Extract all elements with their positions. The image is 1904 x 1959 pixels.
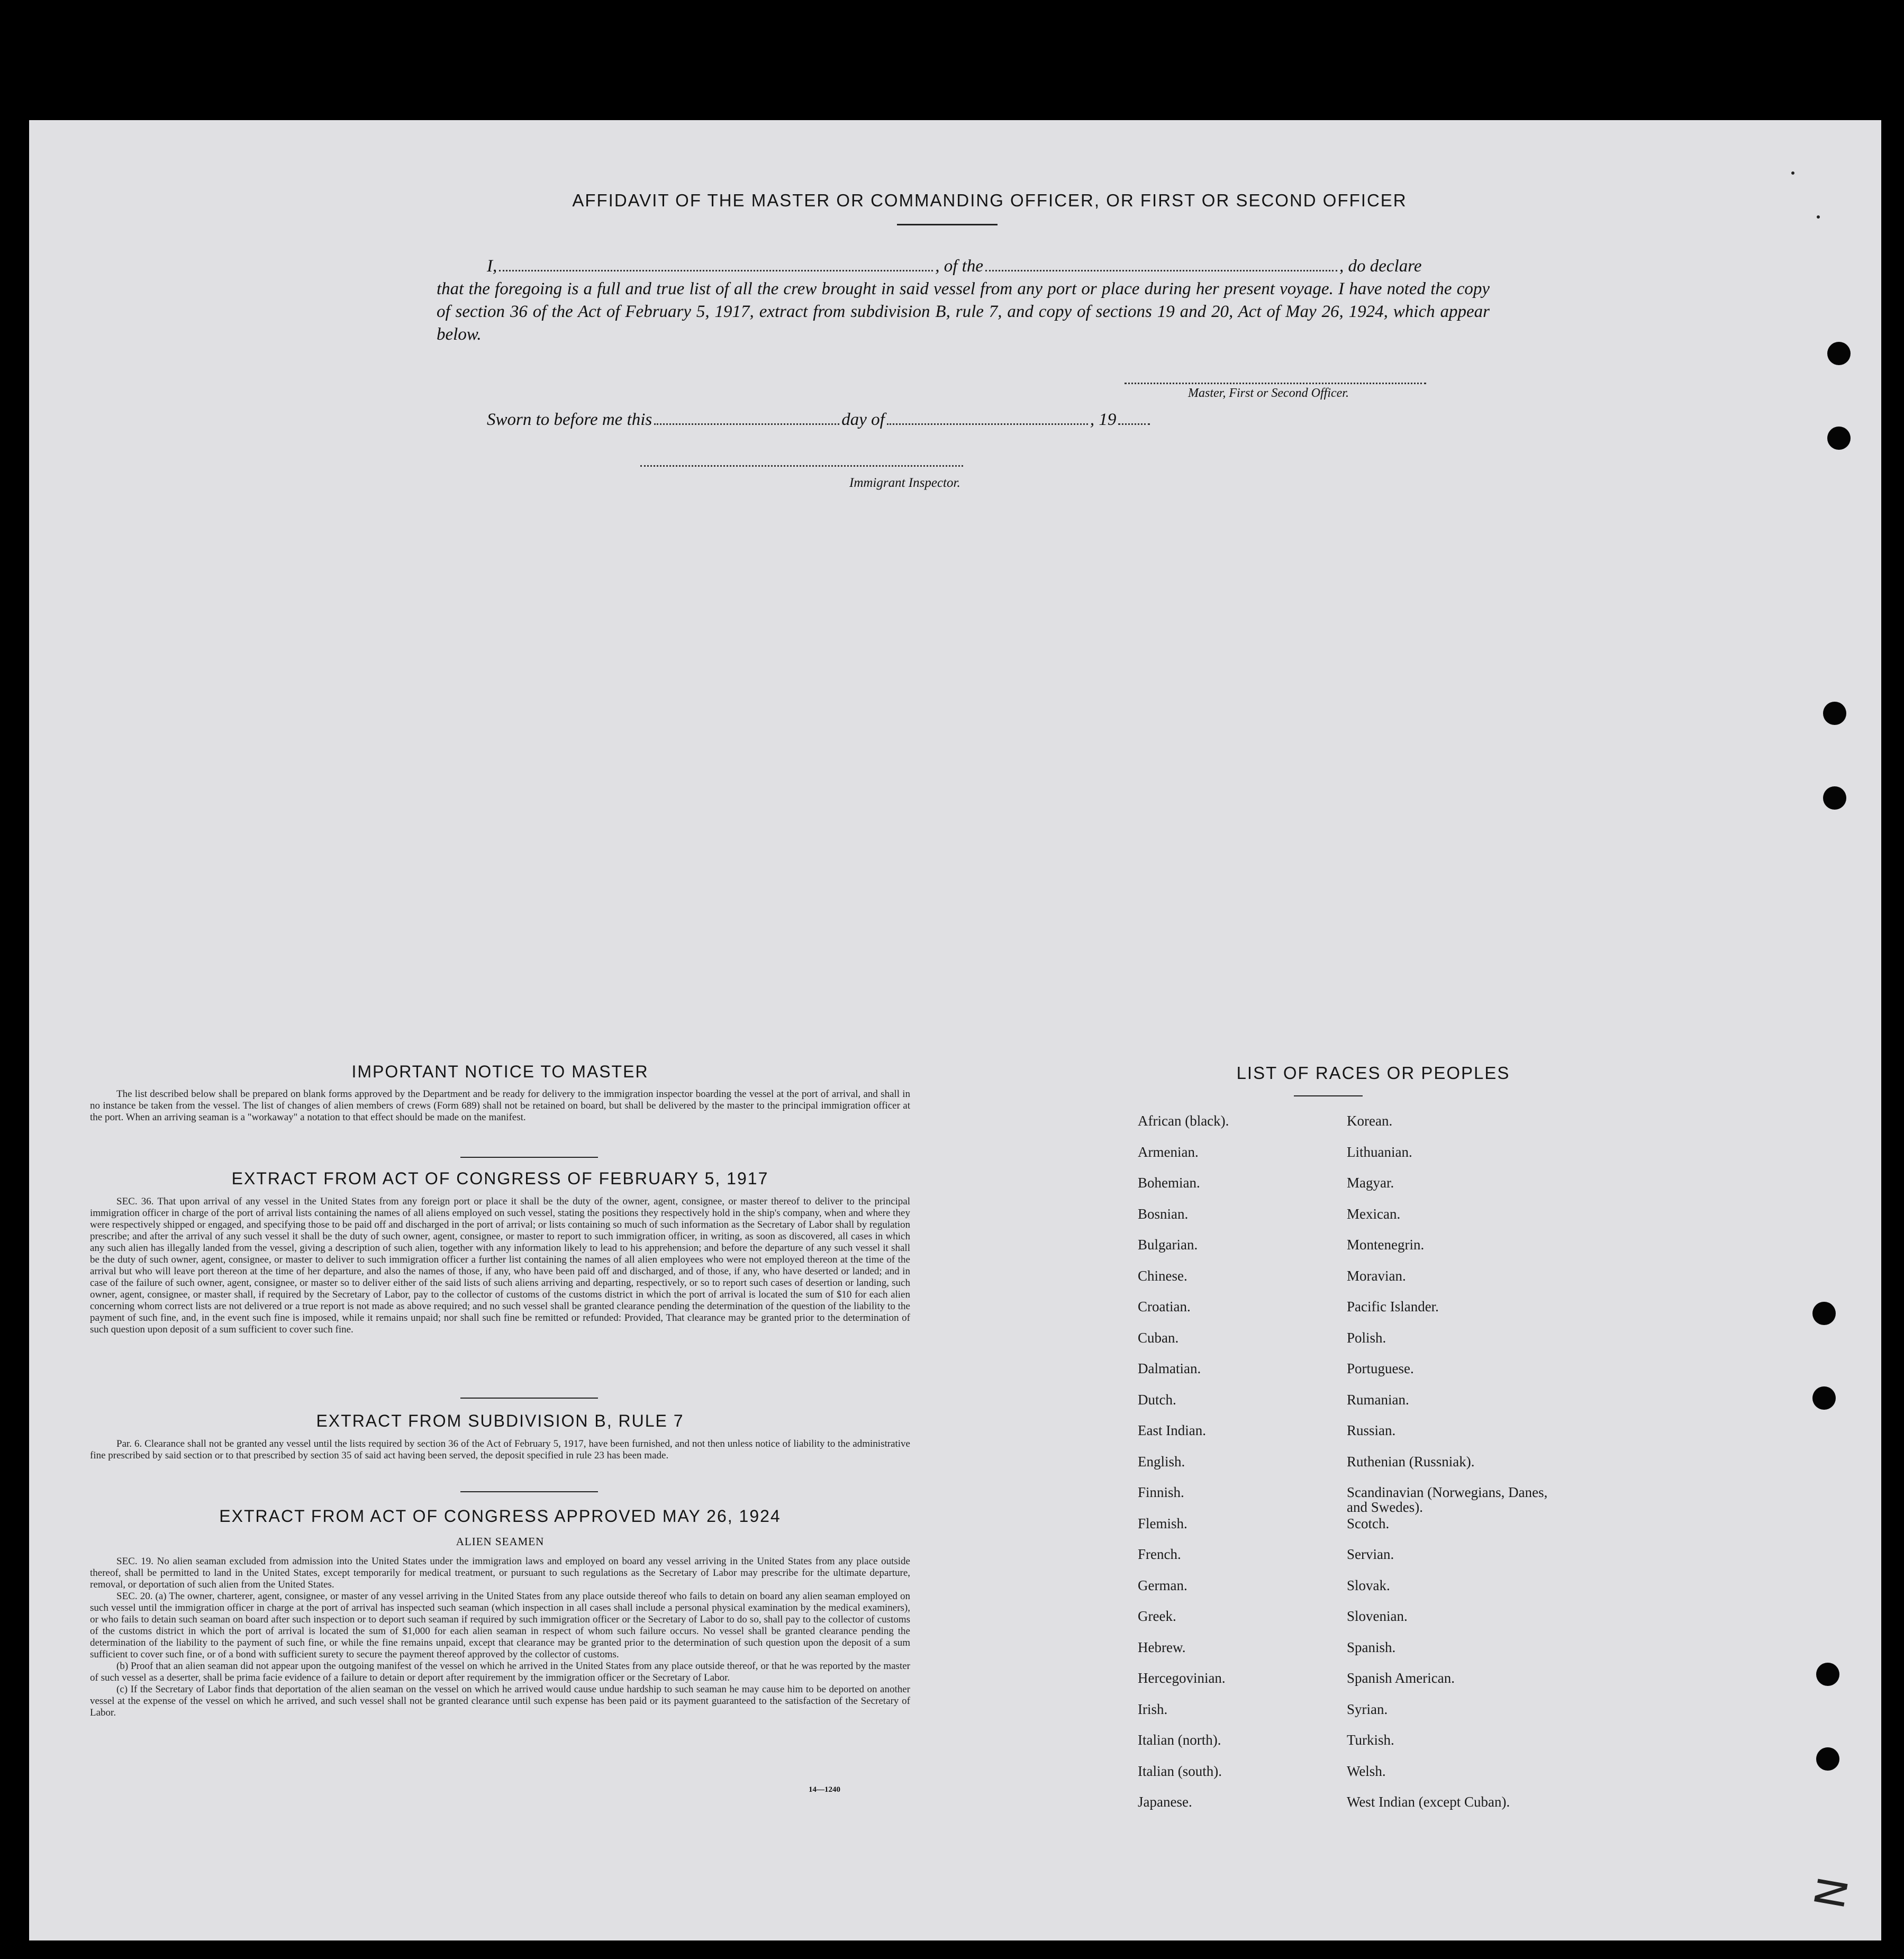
race-item: Italian (north). <box>1138 1732 1221 1748</box>
race-item: Flemish. <box>1138 1515 1187 1531</box>
race-item: Chinese. <box>1138 1267 1187 1284</box>
race-item: Hebrew. <box>1138 1639 1186 1655</box>
race-item: Pacific Islander. <box>1347 1299 1439 1314</box>
race-item: Welsh. <box>1347 1763 1386 1779</box>
sworn-month-blank <box>887 419 1088 425</box>
race-item: Dalmatian. <box>1138 1361 1201 1376</box>
sworn-line <box>487 410 1152 430</box>
punch-hole-8 <box>1816 1747 1839 1771</box>
race-item: Magyar. <box>1347 1175 1394 1191</box>
race-item: Rumanian. <box>1347 1391 1409 1408</box>
punch-hole-4 <box>1823 786 1846 810</box>
race-item: French. <box>1138 1546 1181 1562</box>
race-item: German. <box>1138 1577 1187 1593</box>
race-item: Spanish. <box>1347 1639 1396 1655</box>
extract-1917-title: EXTRACT FROM ACT OF CONGRESS OF FEBRUARY 5, 1917 <box>231 1169 769 1188</box>
race-item: Korean. <box>1347 1113 1393 1129</box>
extract-1917-divider <box>460 1398 598 1399</box>
race-item: Ruthenian (Russniak). <box>1347 1453 1475 1470</box>
race-item: Bulgarian. <box>1138 1237 1198 1253</box>
race-item: Russian. <box>1347 1422 1396 1438</box>
affidavit-title: AFFIDAVIT OF THE MASTER OR COMMANDING OFFICER, OR FIRST OR SECOND OFFICER <box>572 191 1407 210</box>
race-item: Dutch. <box>1138 1391 1176 1408</box>
races-title: LIST OF RACES OR PEOPLES <box>1236 1063 1510 1083</box>
race-item: Bohemian. <box>1138 1175 1200 1191</box>
margin-note: N <box>1806 1873 1858 1912</box>
races-right-column <box>1347 1113 1558 1826</box>
extract-rule7-divider <box>460 1491 598 1492</box>
race-item: Hercegovinian. <box>1138 1670 1226 1686</box>
document-page <box>29 120 1881 1940</box>
affidavit-first-line <box>437 255 1490 278</box>
sworn-day-of: day of <box>841 410 885 429</box>
race-item: Greek. <box>1138 1608 1176 1624</box>
race-item: Italian (south). <box>1138 1763 1222 1779</box>
race-item: Polish. <box>1347 1329 1386 1346</box>
affidavit-body: that the foregoing is a full and true list of all the crew brought in said vessel from any port or place during her present voyage. I have noted the copy of section 36 of the Act of February 5, 1917, extract from subdivision B, rule 7, and copy of sections 19 and 20, Act of May 26, 1924, which appear below. <box>437 279 1490 344</box>
races-divider <box>1294 1095 1363 1096</box>
extract-1924-title: EXTRACT FROM ACT OF CONGRESS APPROVED MAY 26, 1924 <box>219 1507 781 1526</box>
punch-hole-6 <box>1812 1386 1836 1410</box>
punch-hole-3 <box>1823 702 1846 725</box>
inspector-signature-label: Immigrant Inspector. <box>849 476 960 490</box>
sworn-label: Sworn to before me this <box>487 410 652 429</box>
extract-rule7-title: EXTRACT FROM SUBDIVISION B, RULE 7 <box>316 1411 684 1430</box>
extract-1924-subtitle: ALIEN SEAMEN <box>456 1535 545 1548</box>
punch-hole-7 <box>1816 1663 1839 1686</box>
sec-20b-text: (b) Proof that an alien seaman did not appear upon the outgoing manifest of the vessel on which he arrived in the United States from any place outside thereof, or that he was reported by the master of such vessel as a deserter, shall be prima facie evidence of a failure to detain or deport after requirement by the immigration officer or the Secretary of Labor. <box>90 1661 910 1683</box>
master-signature-label: Master, First or Second Officer. <box>1188 386 1349 400</box>
notice-text: The list described below shall be prepared on blank forms approved by the Department and be ready for delivery to the immigration inspector boarding the vessel at the port of arrival, and shall in no instance be taken from the vessel. The list of changes of alien members of crews (Form 689) shall not be retained on board, but shall be delivered by the master to the principal immigration officer at the port. When an arriving seaman is a "workaway" a notation to that effect should be made on the manifest. <box>90 1089 910 1123</box>
sworn-year-blank <box>1118 419 1150 425</box>
punch-hole-5 <box>1812 1302 1836 1325</box>
speck <box>1817 215 1820 219</box>
vessel-blank <box>985 266 1337 271</box>
race-item: Scandinavian (Norwegians, Danes, and Swedes). <box>1347 1484 1548 1515</box>
race-item: Bosnian. <box>1138 1205 1189 1222</box>
punch-hole-1 <box>1827 342 1851 365</box>
sec-20a-text: SEC. 20. (a) The owner, charterer, agent, consignee, or master of any vessel arriving in the United States from any place outside thereof who fails to detain on board any alien seaman employed on such vessel until the immigration officer in charge at the port of arrival has inspected such seaman (which inspection in all cases shall include a personal physical examination by the medical examiners), or who fails to detain such seaman on board after such inspection or to deport such seaman if required by such immigration officer or the Secretary of Labor to do so, shall pay to the collector of customs of the customs district in which the port of arrival is located the sum of $1,000 for each alien seaman in respect of whom such failure occurs. No vessel shall be granted clearance pending the determination of the liability to the payment of such fine, or while the fine remains unpaid, except that clearance may be granted prior to the determination of such question upon the deposit of a sum sufficient to cover such fine, or of a bond with sufficient surety to secure the payment thereof approved by the collector of customs. <box>90 1591 910 1660</box>
extract-1924-sections <box>90 1556 910 1719</box>
affidavit-i: I, <box>487 257 497 276</box>
race-item: Lithuanian. <box>1347 1144 1412 1160</box>
race-item: Japanese. <box>1138 1794 1192 1810</box>
race-item: Turkish. <box>1347 1732 1394 1748</box>
speck <box>1791 171 1794 175</box>
punch-hole-2 <box>1827 427 1851 450</box>
race-item: Mexican. <box>1347 1205 1401 1222</box>
notice-divider <box>460 1157 598 1158</box>
sworn-day-blank <box>654 419 839 425</box>
races-left-column <box>1138 1113 1328 1826</box>
race-item: Croatian. <box>1138 1299 1191 1314</box>
affidavit-declare: , do declare <box>1339 257 1422 276</box>
race-item: Slovak. <box>1347 1577 1390 1593</box>
race-item: West Indian (except Cuban). <box>1347 1794 1510 1810</box>
race-item: Slovenian. <box>1347 1608 1408 1624</box>
race-item: Armenian. <box>1138 1144 1199 1160</box>
sec-19-text: SEC. 19. No alien seaman excluded from admission into the United States under the immigration laws and employed on board any vessel arriving in the United States from any place outside thereof, shall be permitted to land in the United States, except temporarily for medical treatment, or pursuant to such regulations as the Secretary of Labor may prescribe for the ultimate departure, removal, or deportation of such alien from the United States. <box>90 1556 910 1590</box>
race-item: Moravian. <box>1347 1267 1406 1284</box>
name-blank <box>499 266 933 271</box>
affidavit-of-the: , of the <box>935 257 983 276</box>
sec-20c-text: (c) If the Secretary of Labor finds that deportation of the alien seaman on the vessel on which he arrived would cause undue hardship to such seaman he may cause him to be deported on another vessel at the expense of the vessel on which he arrived, and such vessel shall not be granted clearance until such expense has been paid or its payment guaranteed to the satisfaction of the Secretary of Labor. <box>90 1684 910 1718</box>
race-item: Cuban. <box>1138 1329 1179 1346</box>
race-item: Portuguese. <box>1347 1361 1414 1376</box>
extract-rule7-text: Par. 6. Clearance shall not be granted any vessel until the lists required by section 36 of the Act of February 5, 1917, have been furnished, and not then unless notice of liability to the administrative fine prescribed by said section or to that prescribed by section 35 of said act having been served, the deposit specified in rule 23 has been made. <box>90 1438 910 1461</box>
race-item: Montenegrin. <box>1347 1237 1425 1253</box>
race-item: Spanish American. <box>1347 1670 1455 1686</box>
race-item: Finnish. <box>1138 1484 1184 1500</box>
title-divider <box>897 224 998 225</box>
extract-1917-text: SEC. 36. That upon arrival of any vessel in the United States from any foreign port or place it shall be the duty of the owner, agent, consignee, or master thereof to deliver to the principal immigration officer in charge of the port of arrival lists containing the names of all aliens employed on such vessel, stating the positions they respectively hold in the ship's company, when and where they were respectively shipped or engaged, and specifying those to be paid off and discharged in the port of arrival; or lists containing so much of such information as the Secretary of Labor shall by regulation prescribe; and after the arrival of any such vessel it shall be the duty of such owner, agent, consignee, or master to report to such immigration officer, in writing, as soon as discovered, all cases in which any such alien has illegally landed from the vessel, giving a description of such alien, together with any information likely to lead to his apprehension; and before the departure of any such vessel it shall be the duty of such owner, agent, consignee, or master to deliver to such immigration officer a further list containing the names of all alien employees who were not employed thereon at the time of the arrival but who will leave port thereon at the time of her departure, and also the names of those, if any, who have been paid off and discharged, and of those, if any, who have deserted or landed; and in case of the failure of such owner, agent, consignee, or master so to deliver either of the said lists of such aliens arriving and departing, respectively, or so to report such cases of desertion or landing, such owner, agent, consignee, or master shall, if required by the Secretary of Labor, pay to the collector of customs of the customs district in which the port of arrival is located the sum of $10 for each alien concerning whom correct lists are not delivered or a true report is not made as above required; and no such vessel shall be granted clearance pending the determination of the question of the liability to the payment of such fine, and, in the event such fine is imposed, while it remains unpaid; nor shall such fine be remitted or refunded: Provided, That clearance may be granted prior to the determination of such question upon deposit of a sum sufficient to cover such fine. <box>90 1196 910 1335</box>
inspector-signature-line <box>640 465 963 467</box>
race-item: Servian. <box>1347 1546 1394 1562</box>
race-item: Syrian. <box>1347 1701 1388 1717</box>
sworn-year: , 19 <box>1090 410 1117 429</box>
race-item: East Indian. <box>1138 1422 1206 1438</box>
race-item: Scotch. <box>1347 1515 1390 1531</box>
master-signature-line <box>1125 383 1426 384</box>
race-item: Irish. <box>1138 1701 1168 1717</box>
race-item: English. <box>1138 1453 1185 1470</box>
form-number: 14—1240 <box>809 1785 840 1794</box>
notice-title: IMPORTANT NOTICE TO MASTER <box>351 1062 649 1081</box>
affidavit-text-block <box>437 255 1490 346</box>
race-item: African (black). <box>1138 1113 1229 1129</box>
